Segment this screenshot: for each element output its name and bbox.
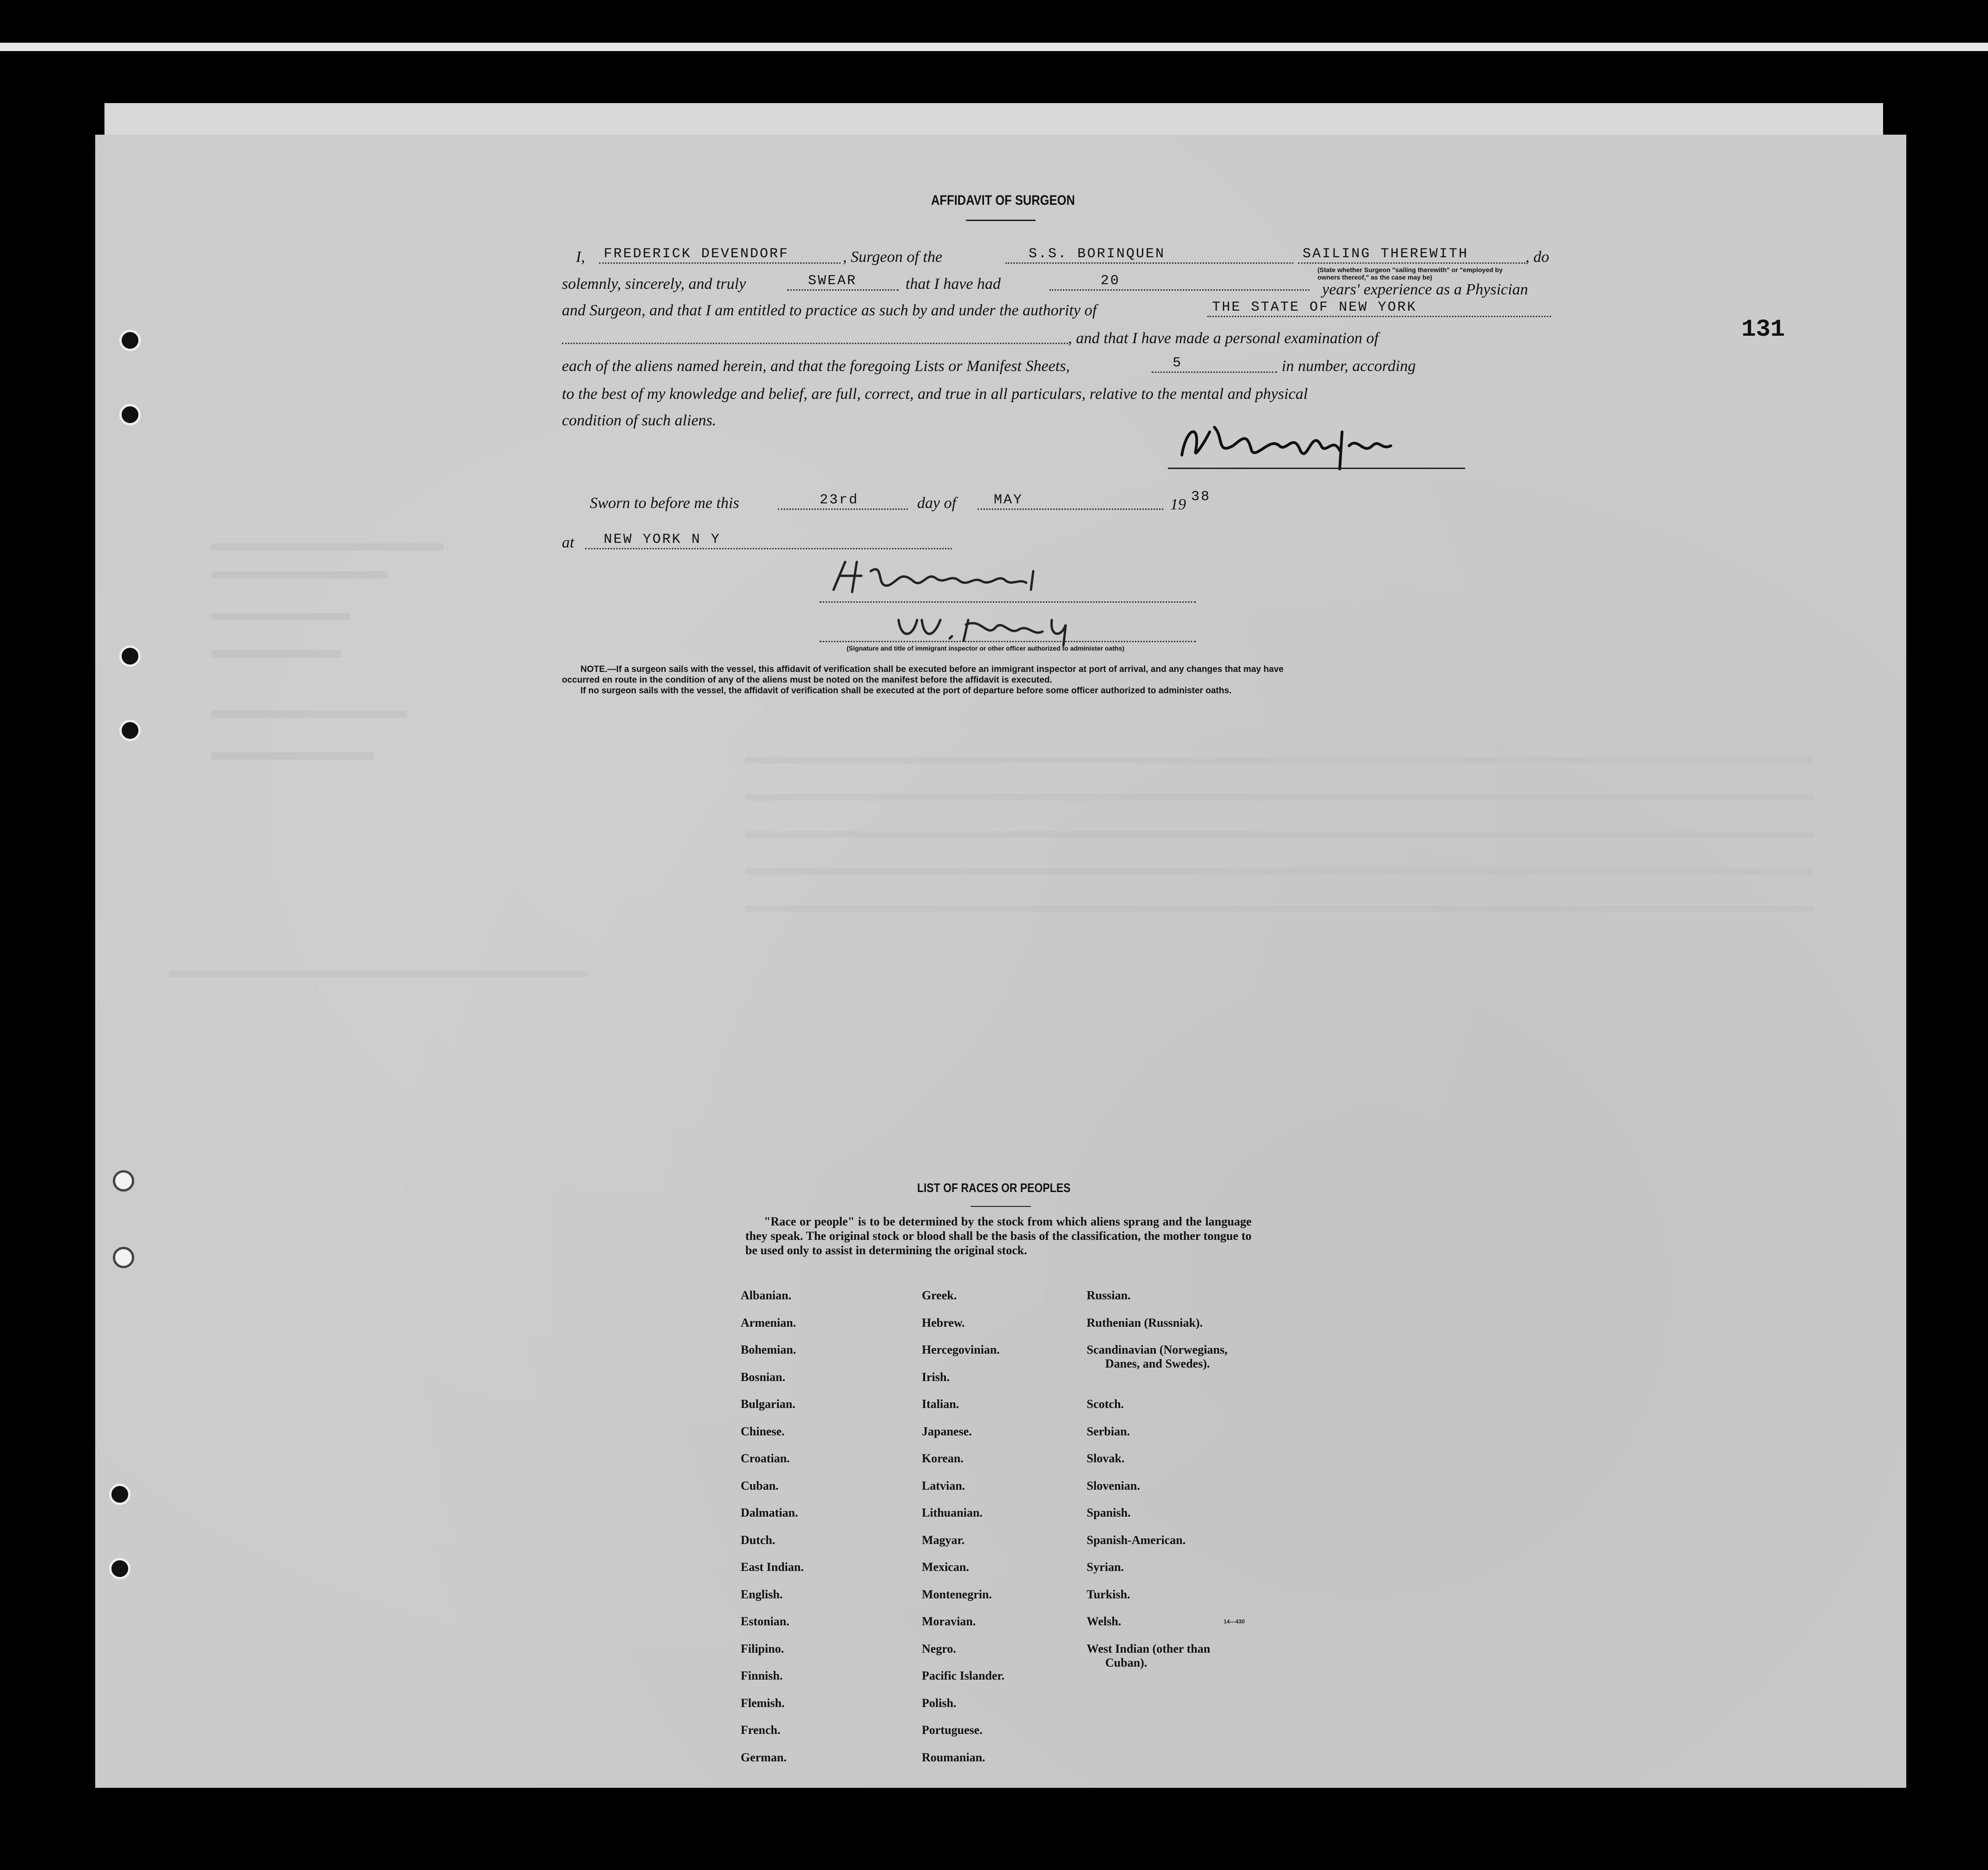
race-item: Lithuanian. <box>922 1506 983 1519</box>
at-label: at <box>562 534 574 551</box>
race-item: French. <box>741 1723 781 1737</box>
race-item: Italian. <box>922 1397 959 1411</box>
punch-hole <box>109 1484 130 1505</box>
fill-line <box>820 641 1196 642</box>
race-item: East Indian. <box>741 1560 804 1574</box>
race-item-line: Serbian. <box>1087 1424 1130 1438</box>
race-item <box>1087 1533 1186 1547</box>
authority-prefix: and Surgeon, and that I am entitled to practice as such by and under the authority of <box>562 302 1097 319</box>
day-of-label: day of <box>917 495 957 512</box>
bleed-through-mark <box>169 971 587 977</box>
race-item: Mexican. <box>922 1560 969 1574</box>
fill-line <box>778 508 908 510</box>
bleed-through-mark <box>211 650 341 658</box>
years-field: 20 <box>1101 273 1121 289</box>
race-item-line: Russian. <box>1087 1289 1131 1302</box>
races-intro <box>745 1214 1251 1258</box>
oath-prefix: solemnly, sincerely, and truly <box>562 275 746 293</box>
race-item-line: Spanish-American. <box>1087 1533 1186 1547</box>
note-line: occurred en route in the condition of any of the aliens must be noted on the manifest before the affidavit is executed. <box>562 675 1052 685</box>
race-item-line: Syrian. <box>1087 1560 1124 1574</box>
note-line: NOTE.—If a surgeon sails with the vessel, this affidavit of verification shall be executed before an immigrant inspector at port of arrival, and any changes that may have <box>580 665 1284 674</box>
sworn-day-field: 23rd <box>820 492 859 508</box>
sworn-prefix: Sworn to before me this <box>590 495 739 512</box>
surgeon-of-label: , Surgeon of the <box>843 248 943 266</box>
punch-hole <box>119 645 141 667</box>
race-item-line: Welsh. <box>1087 1615 1121 1628</box>
bleed-through-mark <box>211 571 388 579</box>
punch-hole <box>119 404 141 425</box>
page-number: 131 <box>1741 316 1785 343</box>
bleed-through-mark <box>745 831 1813 838</box>
race-item: Croatian. <box>741 1452 790 1465</box>
sworn-year-field: 38 <box>1191 489 1211 505</box>
bleed-through-mark <box>745 906 1813 912</box>
race-item-line: Scotch. <box>1087 1397 1124 1411</box>
race-item: Moravian. <box>922 1615 976 1628</box>
fill-line <box>585 548 952 549</box>
race-item-line: Ruthenian (Russniak). <box>1087 1316 1203 1329</box>
race-item <box>1087 1289 1131 1303</box>
race-item: Estonian. <box>741 1615 789 1628</box>
race-item: Magyar. <box>922 1533 965 1547</box>
race-item-line: Slovenian. <box>1087 1479 1140 1492</box>
race-item-line: Cuban). <box>1105 1655 1147 1669</box>
race-item: Montenegrin. <box>922 1587 992 1601</box>
race-item: Bohemian. <box>741 1343 796 1356</box>
races-title-underline <box>971 1206 1031 1207</box>
fill-line <box>1049 289 1310 291</box>
place-field: NEW YORK N Y <box>604 532 721 547</box>
race-item <box>1087 1452 1125 1466</box>
race-item: Hebrew. <box>922 1316 965 1329</box>
bleed-through-mark <box>745 794 1813 801</box>
knowledge-text: to the best of my knowledge and belief, are full, correct, and true in all particulars, relative to the mental and physical <box>562 385 1308 403</box>
race-item: Filipino. <box>741 1642 784 1655</box>
sailing-status-note: (State whether Surgeon "sailing therewith" or "employed by owners thereof," as the case may be) <box>1317 266 1503 281</box>
sailing-status-field: SAILING THEREWITH <box>1303 246 1469 262</box>
bleed-through-mark <box>211 543 443 551</box>
race-item: German. <box>741 1750 787 1764</box>
race-item: Negro. <box>922 1642 956 1655</box>
race-item: Polish. <box>922 1696 957 1710</box>
race-item: Roumanian. <box>922 1750 985 1764</box>
sheet-count-field: 5 <box>1173 355 1183 371</box>
affidavit-note <box>562 664 1560 696</box>
race-item: Hercegovinian. <box>922 1343 1000 1356</box>
experience-suffix: years' experience as a Physician <box>1322 281 1528 298</box>
race-item: Flemish. <box>741 1696 785 1710</box>
race-item <box>1087 1479 1140 1493</box>
condition-text: condition of such aliens. <box>562 412 717 429</box>
race-item <box>1087 1642 1210 1670</box>
race-item-line: West Indian (other than <box>1087 1642 1211 1655</box>
authority-field: THE STATE OF NEW YORK <box>1212 300 1417 315</box>
race-item: Bulgarian. <box>741 1397 795 1411</box>
race-item: Portuguese. <box>922 1723 983 1737</box>
affidavit-prefix: I, <box>576 248 585 266</box>
punch-hole <box>113 1247 134 1268</box>
race-item <box>1087 1615 1121 1629</box>
bleed-through-mark <box>745 757 1813 763</box>
punch-hole <box>113 1170 134 1192</box>
race-item <box>1087 1506 1131 1520</box>
race-item: Greek. <box>922 1289 957 1302</box>
affidavit-do-label: , do <box>1525 248 1549 266</box>
bleed-through-mark <box>745 868 1813 875</box>
punch-hole <box>119 720 141 741</box>
surgeon-name-field: FREDERICK DEVENDORF <box>604 246 789 262</box>
fill-line <box>1005 262 1293 264</box>
bleed-through-mark <box>211 613 351 620</box>
race-item: Armenian. <box>741 1316 796 1329</box>
race-item: Dutch. <box>741 1533 776 1547</box>
vessel-name-field: S.S. BORINQUEN <box>1029 246 1166 262</box>
fill-line <box>1152 371 1277 373</box>
sworn-month-field: MAY <box>994 492 1023 508</box>
race-item <box>1087 1588 1130 1602</box>
race-item: Bosnian. <box>741 1370 786 1384</box>
fill-line <box>787 289 899 291</box>
inspector-caption: (Signature and title of immigrant inspector or other officer authorized to administer oaths) <box>847 645 1125 652</box>
affidavit-title: AFFIDAVIT OF SURGEON <box>931 193 1075 208</box>
examination-text: , and that I have made a personal examination of <box>1068 330 1379 347</box>
race-item: Albanian. <box>741 1289 792 1302</box>
fill-line <box>1207 316 1551 317</box>
year-prefix: 19 <box>1170 496 1186 513</box>
surgeon-signature <box>1173 413 1405 474</box>
manifest-sheets-suffix: in number, according <box>1282 358 1416 375</box>
races-intro-text: "Race or people" is to be determined by the stock from which aliens sprang and the language they speak. The original stock or blood shall be the basis of the classification, the mother tongue to be used only to assist in determining the original stock. <box>745 1215 1251 1257</box>
race-item: Latvian. <box>922 1479 965 1492</box>
note-line: If no surgeon sails with the vessel, the affidavit of verification shall be executed at the port of departure before some officer authorized to administer oaths. <box>580 686 1232 696</box>
race-item: Korean. <box>922 1452 964 1465</box>
fill-line <box>599 262 841 264</box>
race-item-line: Turkish. <box>1087 1587 1130 1601</box>
punch-hole <box>109 1558 130 1579</box>
experience-prefix: that I have had <box>906 275 1001 293</box>
affidavit-page <box>95 135 1906 1788</box>
race-item: Cuban. <box>741 1479 779 1492</box>
race-item-line: Scandinavian (Norwegians, <box>1087 1343 1228 1356</box>
fill-line <box>820 601 1196 603</box>
manifest-sheets-prefix: each of the aliens named herein, and that the foregoing Lists or Manifest Sheets, <box>562 358 1070 375</box>
race-item <box>1087 1316 1203 1330</box>
bleed-through-mark <box>211 710 406 718</box>
form-number: 14—430 <box>1224 1618 1245 1625</box>
race-item: Pacific Islander. <box>922 1669 1005 1682</box>
race-item: Japanese. <box>922 1424 972 1438</box>
fill-line <box>978 508 1163 510</box>
race-item-line: Danes, and Swedes). <box>1105 1357 1210 1370</box>
fill-line <box>562 343 1068 344</box>
title-underline <box>966 220 1036 221</box>
signature-line <box>1168 468 1465 469</box>
race-item <box>1087 1560 1124 1574</box>
race-item: Dalmatian. <box>741 1506 798 1519</box>
race-item <box>1087 1343 1227 1371</box>
race-item: Irish. <box>922 1370 950 1384</box>
punch-hole <box>119 330 141 351</box>
oath-field: SWEAR <box>808 273 857 289</box>
fill-line <box>1298 262 1525 264</box>
race-item: English. <box>741 1587 783 1601</box>
inspector-signature <box>820 553 1061 604</box>
bleed-through-mark <box>211 752 374 760</box>
race-item: Chinese. <box>741 1424 785 1438</box>
race-item-line: Spanish. <box>1087 1506 1131 1519</box>
race-item <box>1087 1425 1130 1439</box>
race-item <box>1087 1397 1124 1411</box>
race-item: Finnish. <box>741 1669 783 1682</box>
race-item-line: Slovak. <box>1087 1452 1125 1465</box>
top-film-strip <box>0 43 1988 51</box>
races-title: LIST OF RACES OR PEOPLES <box>917 1181 1071 1195</box>
